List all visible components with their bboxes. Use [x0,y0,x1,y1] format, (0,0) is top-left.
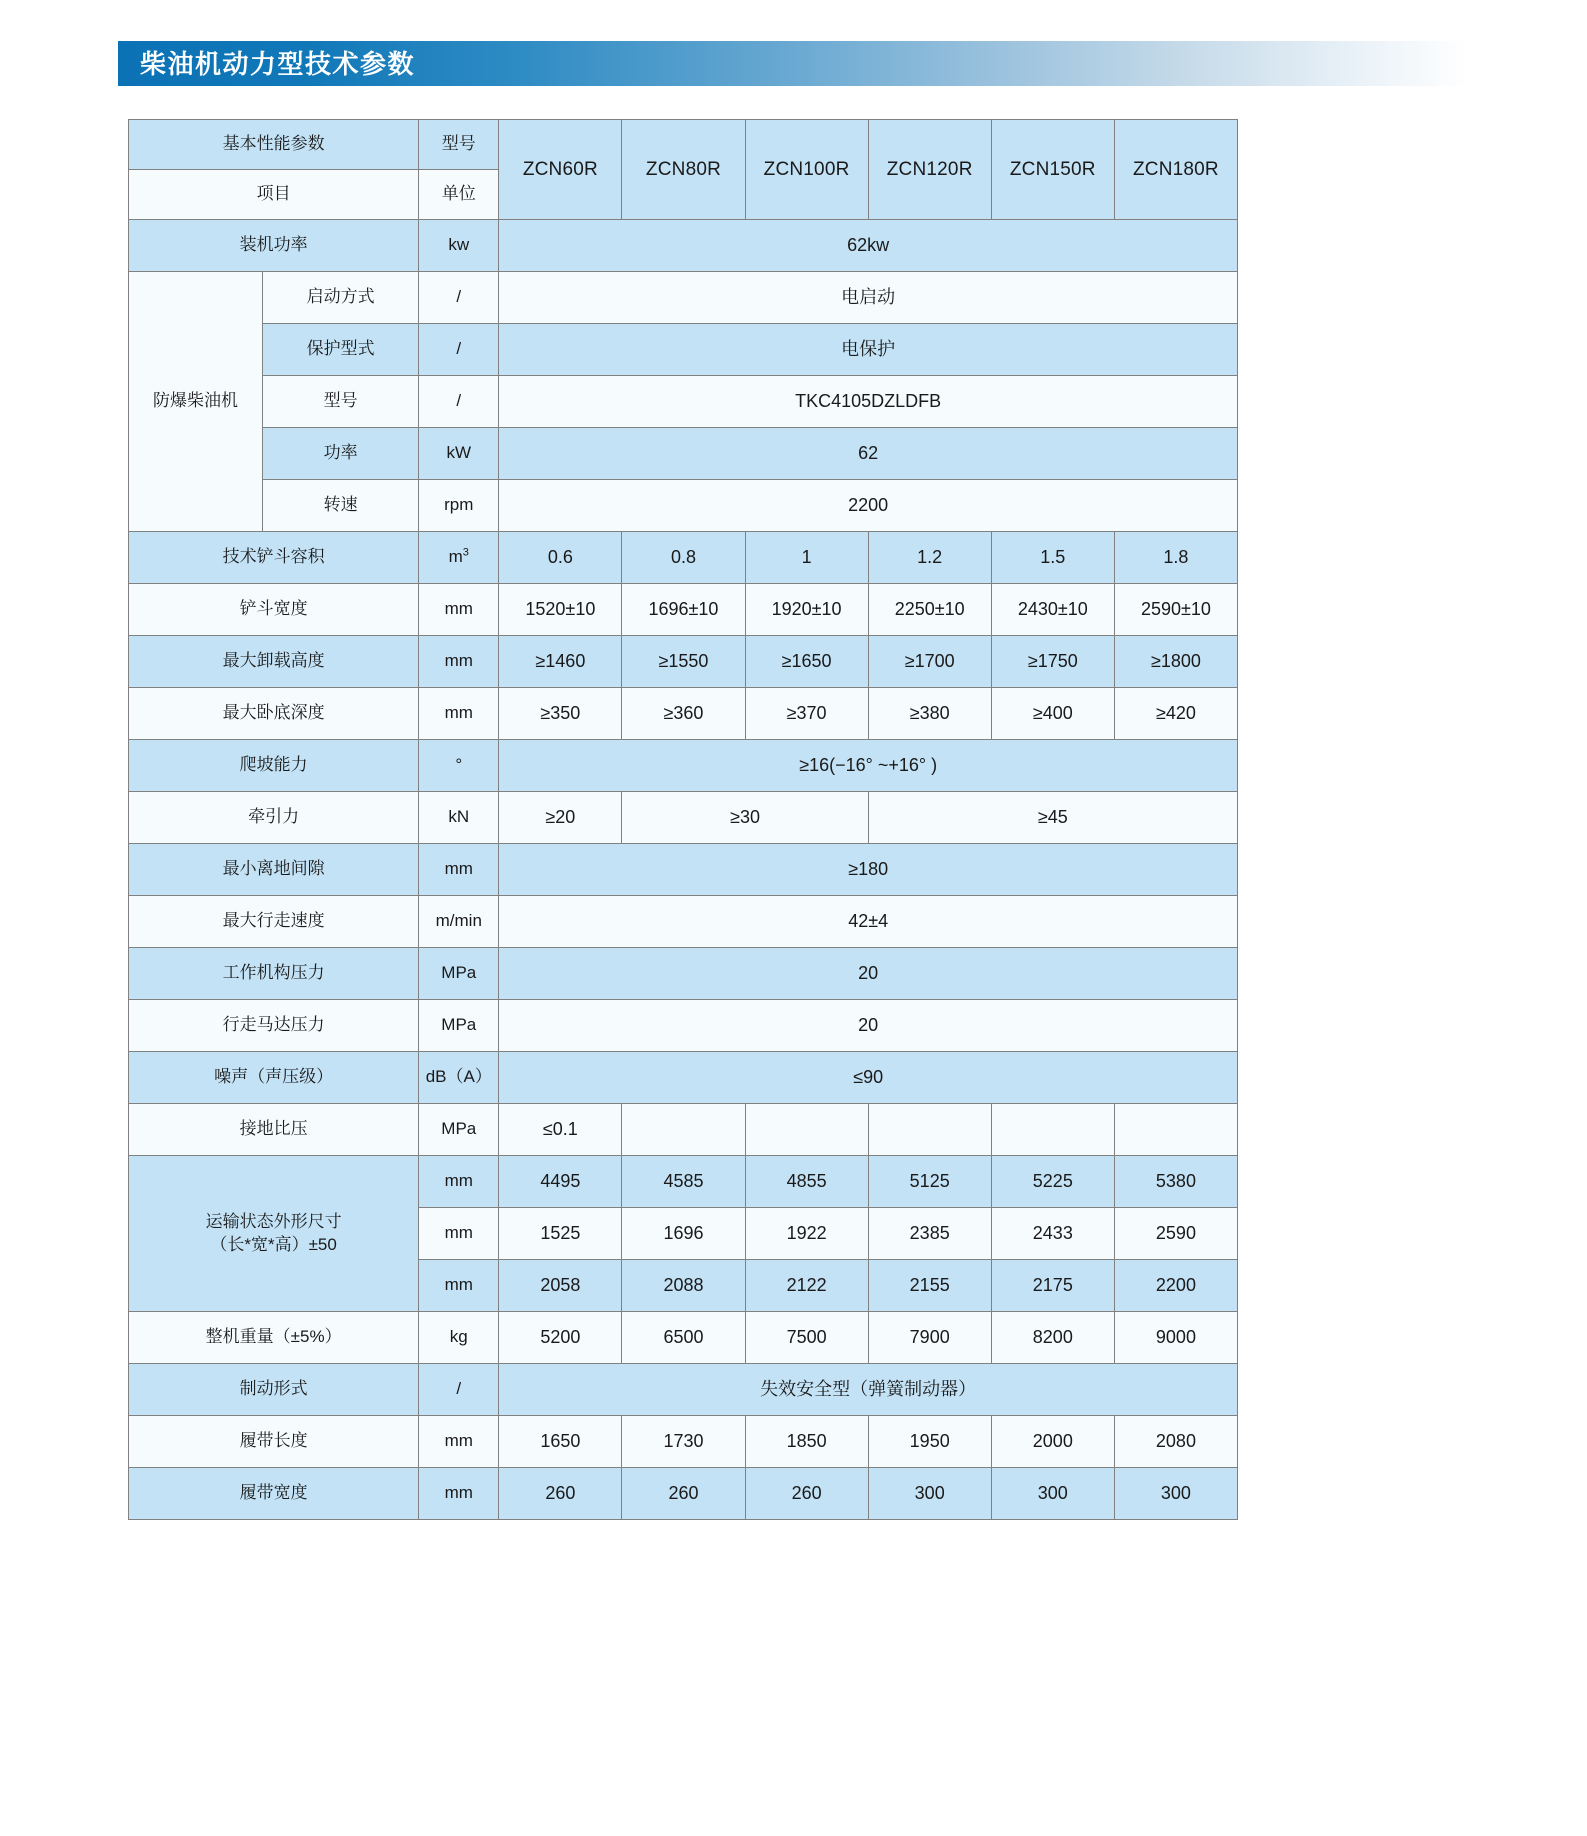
table-row-installed-power [129,220,1238,272]
cell-transport-length-zcn150r: 5225 [991,1156,1114,1208]
row-value-gradeability: ≥16(−16° ~+16° ) [499,740,1238,792]
cell-traction-force-group-3: ≥45 [868,792,1237,844]
cell-transport-height-zcn100r: 2122 [745,1260,868,1312]
row-unit-engine-model: / [419,376,499,428]
cell-bucket-capacity-zcn120r: 1.2 [868,532,991,584]
transport-dimensions-line2: （长*宽*高）±50 [210,1234,337,1254]
row-label-start-mode: 启动方式 [263,272,419,324]
row-unit-machine-weight: kg [419,1312,499,1364]
unit-superscript-3: 3 [462,546,469,559]
row-label-track-length: 履带长度 [129,1416,419,1468]
row-value-noise-level: ≤90 [499,1052,1238,1104]
table-row-gradeability [129,740,1238,792]
row-unit-bucket-capacity [419,532,499,584]
cell-machine-weight-zcn60r: 5200 [499,1312,622,1364]
cell-max-dump-height-zcn60r: ≥1460 [499,636,622,688]
cell-track-width-zcn100r: 260 [745,1468,868,1520]
cell-track-width-zcn120r: 300 [868,1468,991,1520]
row-unit-max-digging-depth: mm [419,688,499,740]
table-row-max-dump-height [129,636,1238,688]
table-row-max-travel-speed [129,896,1238,948]
cell-track-length-zcn180r: 2080 [1114,1416,1237,1468]
row-unit-installed-power: kw [419,220,499,272]
row-label-brake-type: 制动形式 [129,1364,419,1416]
row-unit-transport-height: mm [419,1260,499,1312]
section-label-explosion-proof-diesel-engine: 防爆柴油机 [129,272,263,532]
cell-transport-width-zcn120r: 2385 [868,1208,991,1260]
cell-transport-height-zcn120r: 2155 [868,1260,991,1312]
cell-transport-height-zcn60r: 2058 [499,1260,622,1312]
cell-max-digging-depth-zcn100r: ≥370 [745,688,868,740]
cell-transport-length-zcn120r: 5125 [868,1156,991,1208]
header-model-zcn120r: ZCN120R [868,120,991,220]
cell-track-width-zcn80r: 260 [622,1468,745,1520]
cell-traction-force-group-2: ≥30 [622,792,868,844]
row-label-noise-level: 噪声（声压级） [129,1052,419,1104]
cell-ground-pressure-zcn80r [622,1104,745,1156]
row-unit-max-dump-height: mm [419,636,499,688]
row-unit-track-length: mm [419,1416,499,1468]
row-unit-bucket-width: mm [419,584,499,636]
table-row-bucket-capacity [129,532,1238,584]
cell-max-dump-height-zcn100r: ≥1650 [745,636,868,688]
header-model-zcn80r: ZCN80R [622,120,745,220]
table-row-transport-dimension-length [129,1156,1238,1208]
cell-track-length-zcn120r: 1950 [868,1416,991,1468]
cell-machine-weight-zcn150r: 8200 [991,1312,1114,1364]
row-label-ground-pressure: 接地比压 [129,1104,419,1156]
row-label-working-mechanism-pressure: 工作机构压力 [129,948,419,1000]
unit-base-m: m [448,547,463,567]
cell-max-dump-height-zcn180r: ≥1800 [1114,636,1237,688]
cell-max-dump-height-zcn80r: ≥1550 [622,636,745,688]
cell-transport-width-zcn180r: 2590 [1114,1208,1237,1260]
row-label-machine-weight: 整机重量（±5%） [129,1312,419,1364]
cell-transport-width-zcn150r: 2433 [991,1208,1114,1260]
row-label-travel-motor-pressure: 行走马达压力 [129,1000,419,1052]
row-label-engine-speed: 转速 [263,480,419,532]
header-model-zcn180r: ZCN180R [1114,120,1237,220]
row-unit-ground-pressure: MPa [419,1104,499,1156]
cell-bucket-width-zcn60r: 1520±10 [499,584,622,636]
spec-table [128,119,1238,1520]
cell-machine-weight-zcn180r: 9000 [1114,1312,1237,1364]
row-label-max-travel-speed: 最大行走速度 [129,896,419,948]
cell-max-digging-depth-zcn150r: ≥400 [991,688,1114,740]
cell-transport-width-zcn60r: 1525 [499,1208,622,1260]
row-unit-start-mode: / [419,272,499,324]
row-unit-brake-type: / [419,1364,499,1416]
row-value-engine-speed: 2200 [499,480,1238,532]
table-row-working-mechanism-pressure [129,948,1238,1000]
cell-max-dump-height-zcn150r: ≥1750 [991,636,1114,688]
cell-bucket-width-zcn80r: 1696±10 [622,584,745,636]
row-unit-protection-type: / [419,324,499,376]
cell-transport-length-zcn80r: 4585 [622,1156,745,1208]
row-unit-traction-force: kN [419,792,499,844]
cell-bucket-width-zcn100r: 1920±10 [745,584,868,636]
table-row-ground-pressure [129,1104,1238,1156]
cell-max-digging-depth-zcn120r: ≥380 [868,688,991,740]
header-group-label: 基本性能参数 [129,120,419,170]
row-value-brake-type: 失效安全型（弹簧制动器） [499,1364,1238,1416]
table-header-row-1 [129,120,1238,170]
section-label-transport-dimensions [129,1156,419,1312]
row-value-start-mode: 电启动 [499,272,1238,324]
cell-bucket-width-zcn150r: 2430±10 [991,584,1114,636]
row-value-protection-type: 电保护 [499,324,1238,376]
row-value-travel-motor-pressure: 20 [499,1000,1238,1052]
header-item-label: 项目 [129,170,419,220]
cell-track-length-zcn60r: 1650 [499,1416,622,1468]
table-row-track-length [129,1416,1238,1468]
cell-ground-pressure-zcn150r [991,1104,1114,1156]
table-row-engine-speed [129,480,1238,532]
row-label-max-digging-depth: 最大卧底深度 [129,688,419,740]
spec-table-container [128,119,1238,1520]
cell-track-length-zcn80r: 1730 [622,1416,745,1468]
cell-traction-force-group-1: ≥20 [499,792,622,844]
page-title: 柴油机动力型技术参数 [140,48,416,79]
table-row-travel-motor-pressure [129,1000,1238,1052]
header-model-zcn60r: ZCN60R [499,120,622,220]
cell-ground-pressure-zcn120r [868,1104,991,1156]
cell-bucket-capacity-zcn60r: 0.6 [499,532,622,584]
table-row-track-width [129,1468,1238,1520]
row-unit-max-travel-speed: m/min [419,896,499,948]
cell-ground-pressure-zcn100r [745,1104,868,1156]
row-label-traction-force: 牵引力 [129,792,419,844]
header-model-label: 型号 [419,120,499,170]
table-row-start-mode [129,272,1238,324]
cell-bucket-capacity-zcn100r: 1 [745,532,868,584]
cell-transport-length-zcn180r: 5380 [1114,1156,1237,1208]
row-unit-min-ground-clearance: mm [419,844,499,896]
row-label-installed-power: 装机功率 [129,220,419,272]
cell-bucket-width-zcn120r: 2250±10 [868,584,991,636]
table-row-max-digging-depth [129,688,1238,740]
cell-track-length-zcn150r: 2000 [991,1416,1114,1468]
row-unit-transport-length: mm [419,1156,499,1208]
cell-bucket-width-zcn180r: 2590±10 [1114,584,1237,636]
cell-transport-height-zcn180r: 2200 [1114,1260,1237,1312]
table-row-min-ground-clearance [129,844,1238,896]
cell-bucket-capacity-zcn180r: 1.8 [1114,532,1237,584]
cell-machine-weight-zcn120r: 7900 [868,1312,991,1364]
row-unit-gradeability: ° [419,740,499,792]
row-label-protection-type: 保护型式 [263,324,419,376]
table-row-traction-force [129,792,1238,844]
cell-track-length-zcn100r: 1850 [745,1416,868,1468]
row-value-engine-model: TKC4105DZLDFB [499,376,1238,428]
row-unit-track-width: mm [419,1468,499,1520]
page-header-banner [118,41,1468,86]
cell-track-width-zcn150r: 300 [991,1468,1114,1520]
cell-machine-weight-zcn80r: 6500 [622,1312,745,1364]
row-label-min-ground-clearance: 最小离地间隙 [129,844,419,896]
header-unit-label: 单位 [419,170,499,220]
table-row-machine-weight [129,1312,1238,1364]
cell-ground-pressure-zcn180r [1114,1104,1237,1156]
cell-transport-width-zcn80r: 1696 [622,1208,745,1260]
cell-machine-weight-zcn100r: 7500 [745,1312,868,1364]
row-label-engine-power: 功率 [263,428,419,480]
cell-max-digging-depth-zcn80r: ≥360 [622,688,745,740]
table-row-protection-type [129,324,1238,376]
table-row-noise-level [129,1052,1238,1104]
row-unit-working-mechanism-pressure: MPa [419,948,499,1000]
row-unit-travel-motor-pressure: MPa [419,1000,499,1052]
row-label-track-width: 履带宽度 [129,1468,419,1520]
row-label-bucket-capacity: 技术铲斗容积 [129,532,419,584]
cell-bucket-capacity-zcn80r: 0.8 [622,532,745,584]
row-label-bucket-width: 铲斗宽度 [129,584,419,636]
row-label-max-dump-height: 最大卸载高度 [129,636,419,688]
cell-transport-length-zcn100r: 4855 [745,1156,868,1208]
cell-max-dump-height-zcn120r: ≥1700 [868,636,991,688]
row-label-engine-model: 型号 [263,376,419,428]
header-model-zcn150r: ZCN150R [991,120,1114,220]
row-value-engine-power: 62 [499,428,1238,480]
transport-dimensions-line1: 运输状态外形尺寸 [205,1211,342,1231]
table-row-engine-power [129,428,1238,480]
cell-transport-length-zcn60r: 4495 [499,1156,622,1208]
cell-max-digging-depth-zcn180r: ≥420 [1114,688,1237,740]
cell-bucket-capacity-zcn150r: 1.5 [991,532,1114,584]
row-label-gradeability: 爬坡能力 [129,740,419,792]
row-value-min-ground-clearance: ≥180 [499,844,1238,896]
row-unit-engine-power: kW [419,428,499,480]
row-value-max-travel-speed: 42±4 [499,896,1238,948]
row-unit-transport-width: mm [419,1208,499,1260]
cell-ground-pressure-zcn60r: ≤0.1 [499,1104,622,1156]
cell-transport-width-zcn100r: 1922 [745,1208,868,1260]
row-value-installed-power: 62kw [499,220,1238,272]
cell-max-digging-depth-zcn60r: ≥350 [499,688,622,740]
table-row-brake-type [129,1364,1238,1416]
row-unit-engine-speed: rpm [419,480,499,532]
row-unit-noise-level: dB（A） [419,1052,499,1104]
cell-track-width-zcn180r: 300 [1114,1468,1237,1520]
cell-transport-height-zcn80r: 2088 [622,1260,745,1312]
table-row-bucket-width [129,584,1238,636]
table-row-engine-model [129,376,1238,428]
cell-track-width-zcn60r: 260 [499,1468,622,1520]
banner-gradient [118,41,1468,86]
cell-transport-height-zcn150r: 2175 [991,1260,1114,1312]
row-value-working-mechanism-pressure: 20 [499,948,1238,1000]
header-model-zcn100r: ZCN100R [745,120,868,220]
